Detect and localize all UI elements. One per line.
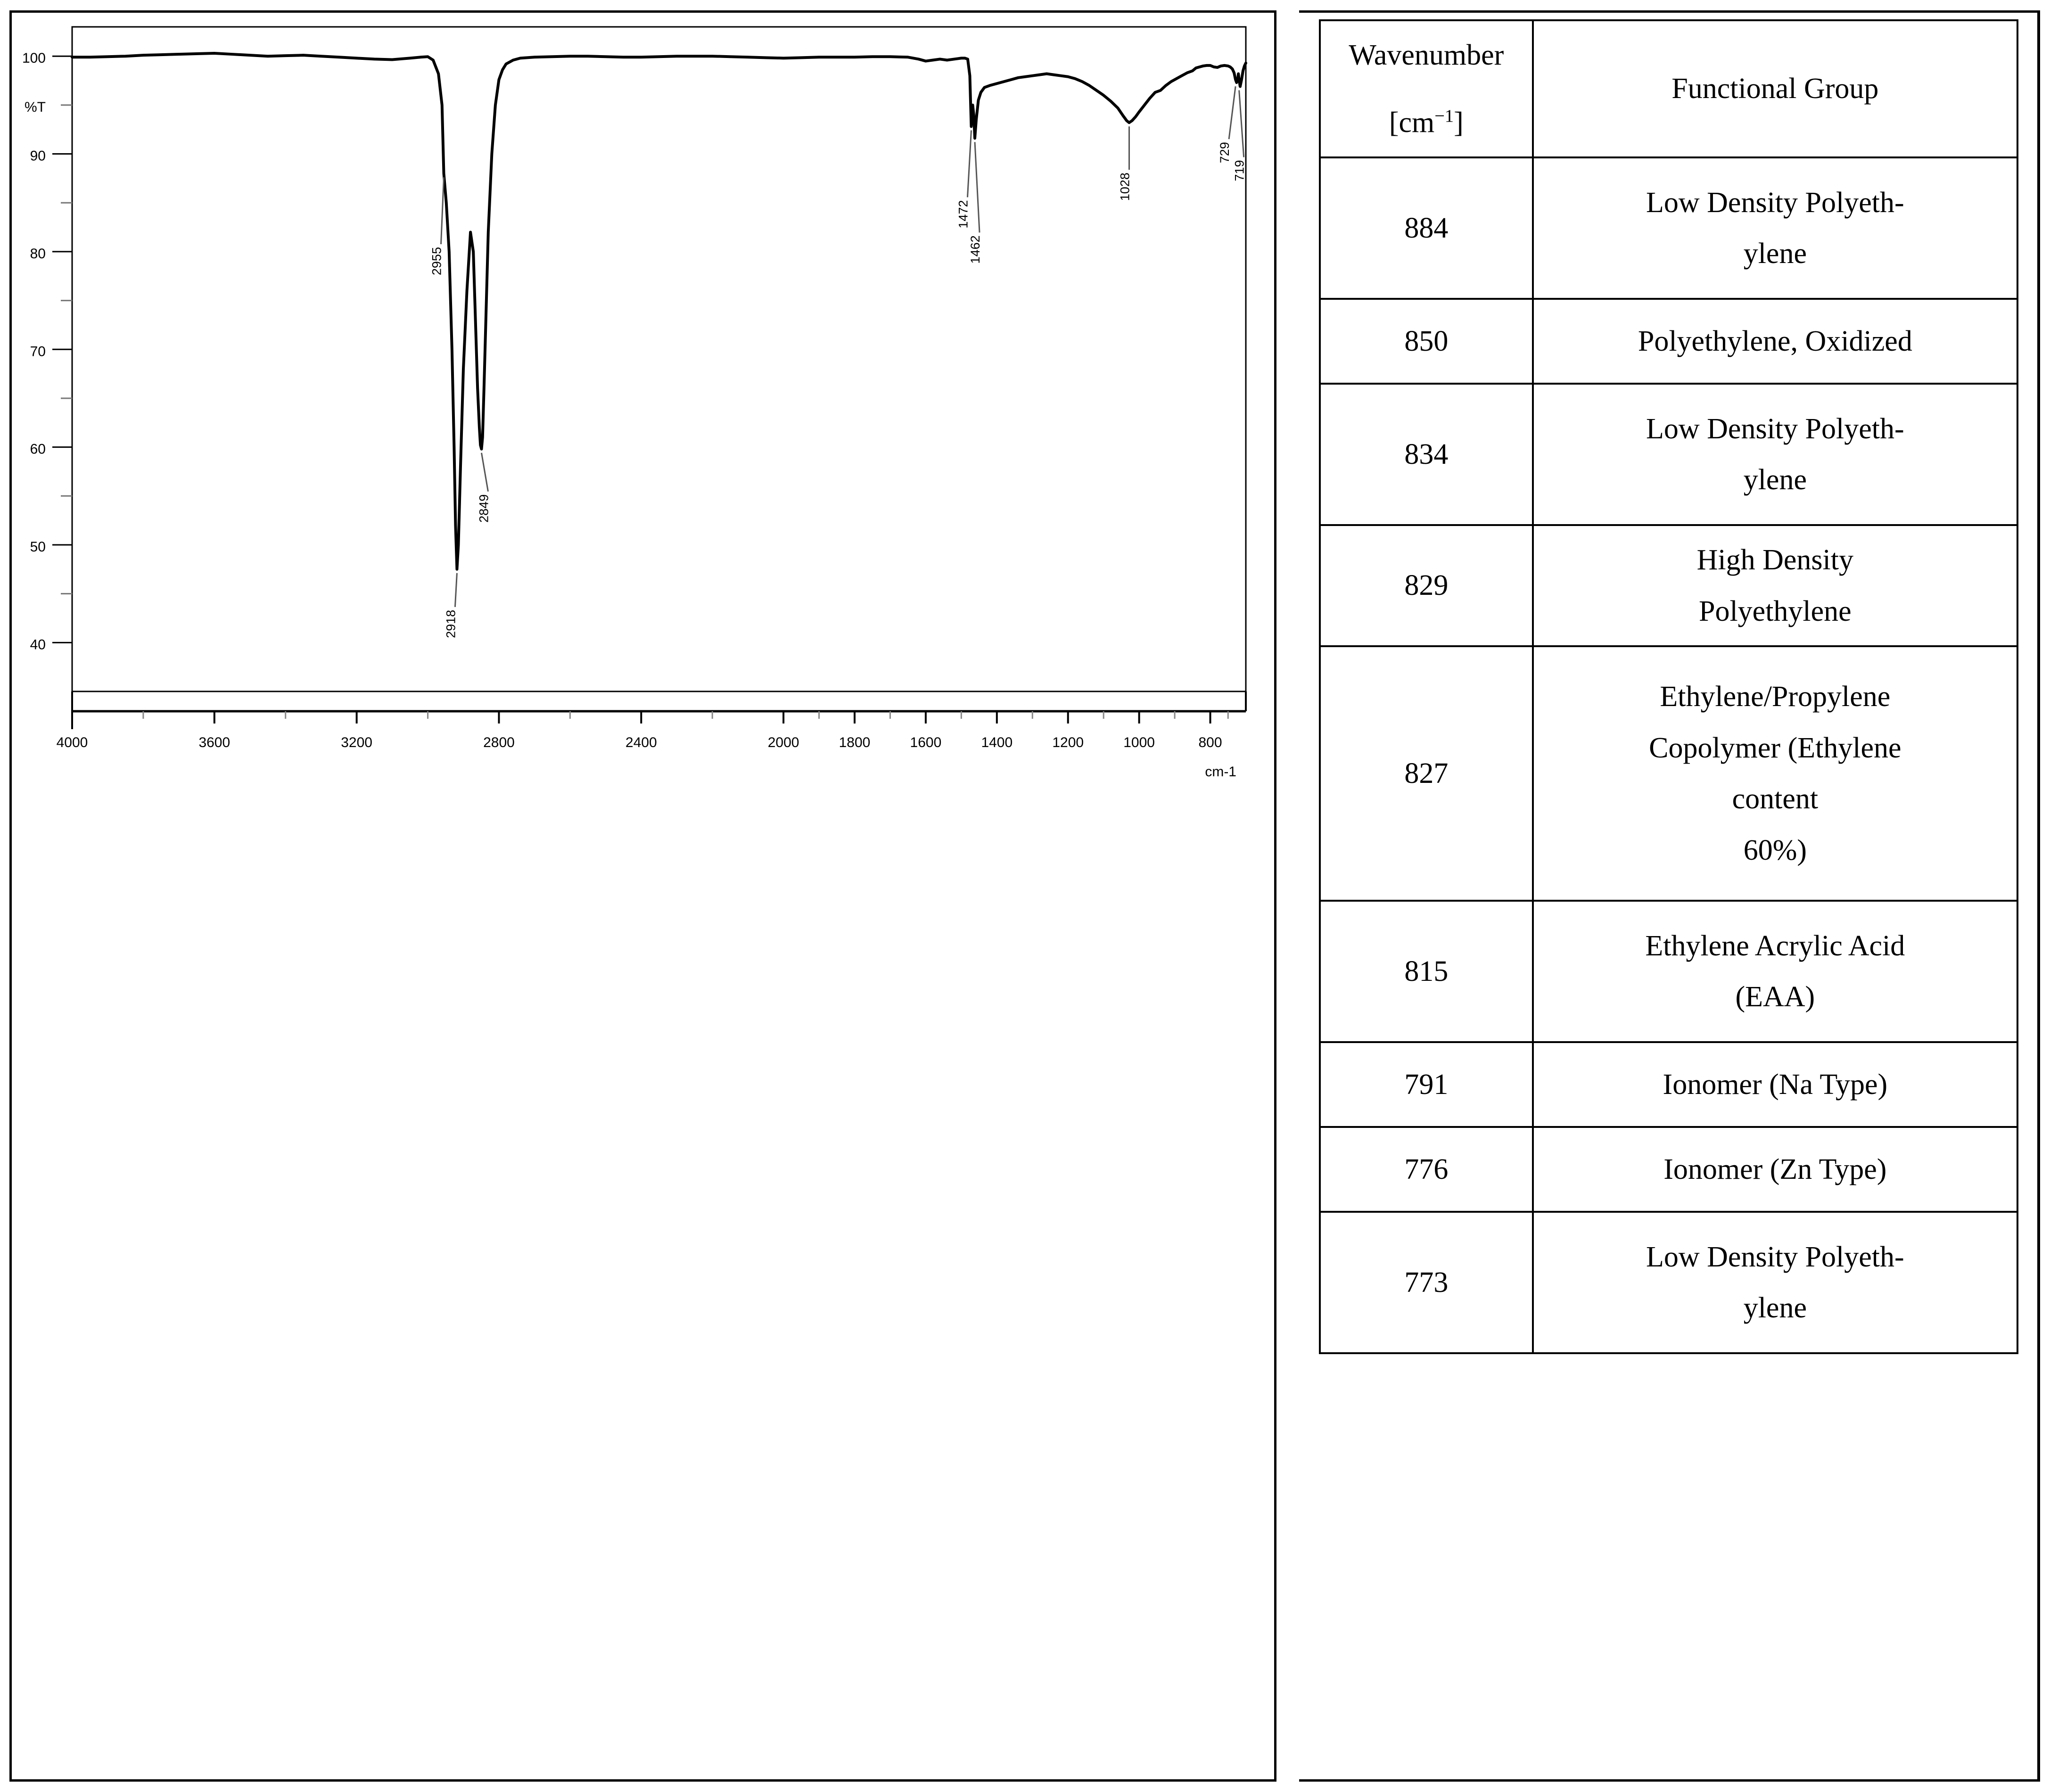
x-tick-label: 800 <box>1198 735 1222 750</box>
functional-group-line: content <box>1732 783 1819 815</box>
functional-group-line: Polyethylene <box>1698 595 1852 627</box>
page-right-border <box>2037 10 2040 1782</box>
cell-functional-group <box>1533 1212 2017 1353</box>
y-axis-caption: %T <box>25 99 46 115</box>
x-tick-label: 2400 <box>625 735 657 750</box>
functional-group-line: (EAA) <box>1735 981 1815 1013</box>
peak-leader-line <box>441 177 444 244</box>
table-row <box>1320 901 2017 1042</box>
cell-wavenumber: 850 <box>1320 299 1533 384</box>
functional-group-line: Low Density Polyeth- <box>1646 186 1904 219</box>
cell-wavenumber: 791 <box>1320 1042 1533 1127</box>
table-row <box>1320 1127 2017 1212</box>
cell-functional-group <box>1533 525 2017 646</box>
units-prefix: [cm <box>1389 106 1435 139</box>
y-tick-label: 100 <box>22 50 46 66</box>
spectrum-panel <box>9 10 1276 1782</box>
x-tick-label: 1800 <box>839 735 871 750</box>
functional-group-line: Ethylene/Propylene <box>1660 681 1891 713</box>
peak-label: 2918 <box>444 609 458 638</box>
cell-functional-group <box>1533 1127 2017 1212</box>
y-tick-label: 80 <box>30 246 46 262</box>
functional-group-line: Ionomer (Zn Type) <box>1663 1153 1887 1185</box>
y-tick-label: 60 <box>30 441 46 457</box>
units-exponent: −1 <box>1434 106 1454 126</box>
peak-label: 719 <box>1232 160 1247 181</box>
x-tick-label: 1200 <box>1052 735 1084 750</box>
table-row <box>1320 384 2017 525</box>
units-suffix: ] <box>1454 106 1464 139</box>
peak-leader-line <box>967 131 971 197</box>
x-tick-label: 1400 <box>981 735 1013 750</box>
spectrum-svg <box>12 13 1279 823</box>
cell-wavenumber: 773 <box>1320 1212 1533 1353</box>
cell-functional-group <box>1533 1042 2017 1127</box>
header-wavenumber <box>1320 20 1533 157</box>
peak-label: 1462 <box>968 235 983 264</box>
plot-frame <box>72 27 1246 691</box>
table-row <box>1320 157 2017 299</box>
peak-leader-line <box>1229 86 1235 139</box>
header-wavenumber-line1: Wavenumber <box>1349 39 1504 71</box>
peak-label: 2849 <box>477 494 491 523</box>
cell-wavenumber: 776 <box>1320 1127 1533 1212</box>
functional-group-line: Polyethylene, Oxidized <box>1638 325 1912 357</box>
table-row <box>1320 646 2017 901</box>
cell-functional-group <box>1533 157 2017 299</box>
cell-functional-group <box>1533 646 2017 901</box>
cell-wavenumber: 884 <box>1320 157 1533 299</box>
peak-leader-line <box>975 142 980 232</box>
functional-group-line: 60%) <box>1743 834 1807 866</box>
peak-label: 729 <box>1218 142 1232 164</box>
x-tick-label: 3200 <box>341 735 373 750</box>
cell-functional-group <box>1533 299 2017 384</box>
table-row <box>1320 525 2017 646</box>
functional-group-line: ylene <box>1743 1292 1807 1324</box>
functional-group-line: Ethylene Acrylic Acid <box>1645 929 1905 962</box>
peak-leader-line <box>1239 90 1244 157</box>
x-tick-label: 2800 <box>483 735 515 750</box>
y-tick-label: 70 <box>30 344 46 360</box>
table-head <box>1320 20 2017 157</box>
peak-leader-line <box>481 453 488 492</box>
spectrum-trace <box>72 53 1246 569</box>
functional-group-line: Low Density Polyeth- <box>1646 412 1904 445</box>
peak-label: 1028 <box>1118 173 1132 201</box>
cell-functional-group <box>1533 901 2017 1042</box>
cell-wavenumber: 829 <box>1320 525 1533 646</box>
cell-wavenumber: 827 <box>1320 646 1533 901</box>
functional-group-line: ylene <box>1743 238 1807 270</box>
functional-group-line: Ionomer (Na Type) <box>1663 1068 1888 1101</box>
peak-leader-line <box>455 573 457 607</box>
functional-group-line: Copolymer (Ethylene <box>1649 732 1902 764</box>
header-functional-group: Functional Group <box>1533 20 2017 157</box>
peak-label: 1472 <box>956 200 971 229</box>
table-row <box>1320 1212 2017 1353</box>
cell-wavenumber: 834 <box>1320 384 1533 525</box>
wavenumber-table-panel <box>1299 10 2040 1782</box>
table-row <box>1320 1042 2017 1127</box>
x-axis-caption: cm-1 <box>1205 764 1236 780</box>
x-tick-label: 2000 <box>767 735 799 750</box>
cell-wavenumber: 815 <box>1320 901 1533 1042</box>
functional-group-line: ylene <box>1743 464 1807 496</box>
table-header-row <box>1320 20 2017 157</box>
cell-functional-group <box>1533 384 2017 525</box>
table-body <box>1320 157 2017 1353</box>
x-tick-label: 1000 <box>1123 735 1155 750</box>
functional-group-line: High Density <box>1696 544 1854 576</box>
peak-label: 2955 <box>429 247 444 276</box>
x-tick-label: 3600 <box>198 735 231 750</box>
table-row <box>1320 299 2017 384</box>
ftir-spectrum-chart <box>12 13 1279 823</box>
y-tick-label: 40 <box>30 637 46 653</box>
header-spacer <box>1327 81 1525 97</box>
x-tick-label: 4000 <box>56 735 88 750</box>
functional-group-line: Low Density Polyeth- <box>1646 1241 1904 1273</box>
x-tick-label: 1600 <box>910 735 942 750</box>
y-tick-label: 90 <box>30 148 46 164</box>
wavenumber-functional-group-table <box>1319 19 2018 1354</box>
header-wavenumber-units <box>1327 97 1525 148</box>
y-tick-label: 50 <box>30 539 46 555</box>
